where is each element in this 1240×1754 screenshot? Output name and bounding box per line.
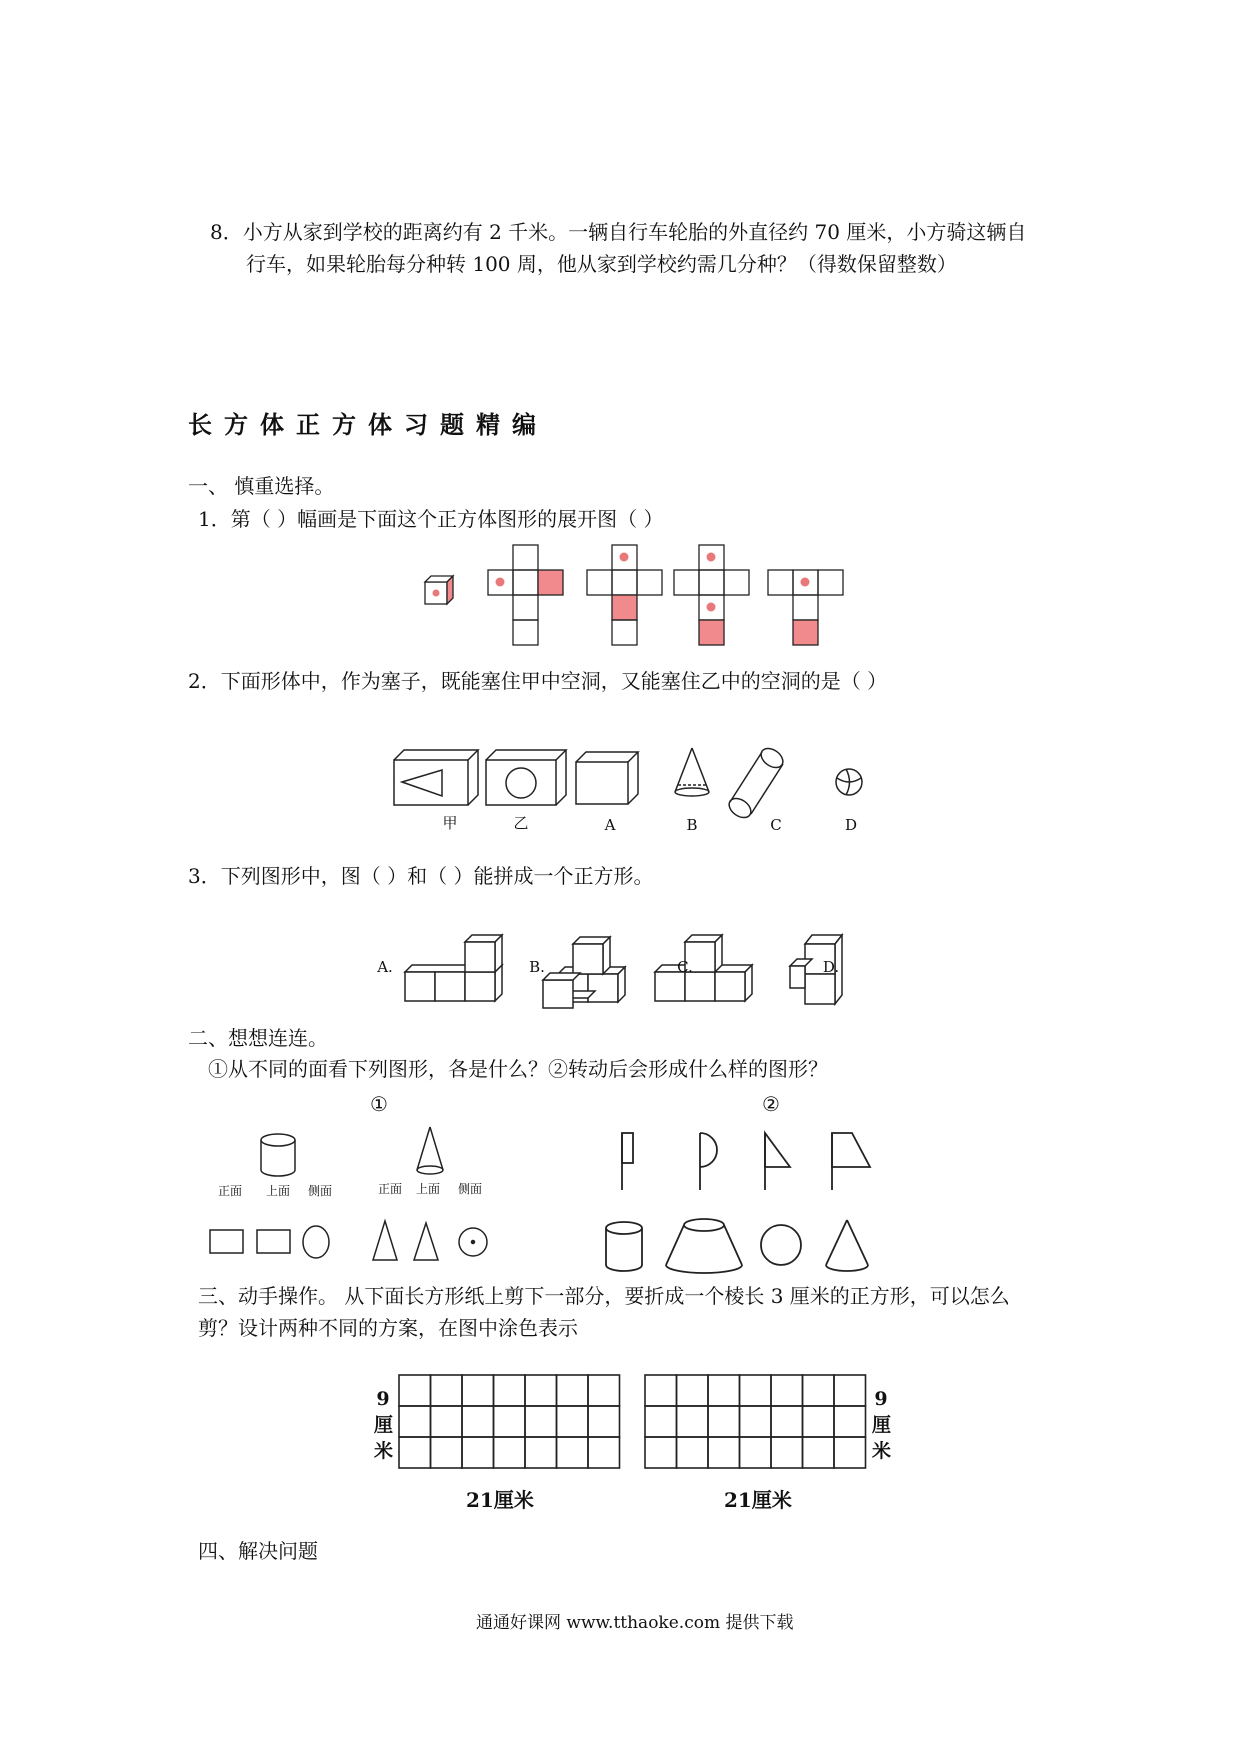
grid-left[interactable] [398,1374,622,1470]
grid-cell[interactable] [677,1406,709,1437]
rectangle-view-2 [257,1230,290,1253]
grid-cell[interactable] [431,1375,463,1406]
label-jia: 甲 [442,814,458,832]
label-a: A [604,816,616,834]
box-a [576,752,638,804]
rotation-figure-right [600,1125,890,1285]
grid-cell[interactable] [677,1375,709,1406]
grid-cell[interactable] [557,1375,589,1406]
height-label-left [374,1386,392,1464]
grid-cell[interactable] [431,1437,463,1468]
section1-heading: 一、 慎重选择。 [188,474,335,498]
problem-8-line1: 8．小方从家到学校的距离约有 2 千米。一辆自行车轮胎的外直径约 70 厘米，小方骑这辆自 [210,220,1027,244]
question-3: 3．下列图形中，图（ ）和（ ）能拼成一个正方形。 [188,864,654,888]
height-label-mi: 米 [872,1440,892,1462]
width-label-left: 21厘米 [466,1488,534,1512]
block-label-b: B. [529,958,545,976]
grid-cell[interactable] [708,1375,740,1406]
label-yi: 乙 [513,814,529,832]
grid-cell[interactable] [834,1375,866,1406]
stopper-shapes-figure [390,740,910,840]
width-label-right: 21厘米 [724,1488,792,1512]
grid-cell[interactable] [525,1406,557,1437]
grid-cell[interactable] [399,1437,431,1468]
circle-view [303,1226,329,1258]
grid-cell[interactable] [462,1406,494,1437]
grid-cell[interactable] [399,1375,431,1406]
net-2 [587,545,662,645]
height-label-9: 9 [874,1388,888,1410]
flag-triangle [765,1133,790,1190]
grid-cell[interactable] [708,1406,740,1437]
grid-cell[interactable] [494,1375,526,1406]
flag-semicircle [700,1133,717,1190]
question-1: 1．第（ ）幅画是下面这个正方体图形的展开图（ ） [198,507,664,531]
height-label-right [872,1386,890,1464]
grid-cell[interactable] [645,1375,677,1406]
cube-nets-figure [420,540,860,650]
marker-1: ① [370,1092,388,1116]
problem-8-line2: 行车，如果轮胎每分种转 100 周，他从家到学校约需几分种？（得数保留整数） [246,252,957,276]
flag-trapezoid [832,1133,870,1190]
grid-cell[interactable] [588,1437,620,1468]
question-2: 2．下面形体中，作为塞子，既能塞住甲中空洞，又能塞住乙中的空洞的是（ ） [188,669,888,693]
view-front-1: 正面 [217,1184,242,1198]
cylinder-c [726,745,787,822]
height-label-9: 9 [376,1388,390,1410]
grid-cell[interactable] [771,1375,803,1406]
flag-rectangle [622,1133,633,1190]
height-label-li: 厘 [872,1414,892,1436]
grid-cell[interactable] [677,1437,709,1468]
marker-2: ② [762,1092,780,1116]
grid-cell[interactable] [803,1375,835,1406]
grid-cell[interactable] [803,1437,835,1468]
view-side-1: 侧面 [307,1184,332,1198]
view-front-2: 正面 [377,1182,402,1196]
net-1 [488,545,563,645]
cylinder-shape [261,1134,295,1176]
triangle-view-1 [373,1221,397,1260]
grid-cell[interactable] [645,1437,677,1468]
grid-cell[interactable] [834,1406,866,1437]
grid-cell[interactable] [525,1437,557,1468]
grid-cell[interactable] [740,1375,772,1406]
section3-line1: 三、动手操作。 从下面长方形纸上剪下一部分，要折成一个棱长 3 厘米的正方形，可以怎么 [198,1284,1010,1308]
box-yi [486,750,566,805]
section3-line2: 剪？设计两种不同的方案，在图中涂色表示 [198,1316,578,1340]
grid-cell[interactable] [462,1437,494,1468]
grid-cell[interactable] [588,1375,620,1406]
height-label-mi: 米 [374,1440,394,1462]
grid-cell[interactable] [834,1437,866,1468]
block-label-d: D. [822,958,840,976]
view-top-2: 上面 [415,1182,440,1196]
grid-cell[interactable] [771,1437,803,1468]
cylinder-solid [606,1222,642,1271]
sphere-d [836,769,862,795]
block-c [655,935,752,1001]
triangle-view-2 [414,1223,438,1260]
block-b [543,937,625,1008]
section2-instruction: ①从不同的面看下列图形，各是什么？②转动后会形成什么样的图形？ [208,1057,828,1081]
grid-cell[interactable] [771,1406,803,1437]
sphere-solid [761,1225,801,1265]
footer: 通通好课网 www.tthaoke.com 提供下载 [476,1613,794,1633]
grid-cell[interactable] [740,1437,772,1468]
label-d: D [844,816,858,834]
views-figure-left [200,1125,500,1275]
block-label-c: C. [677,958,693,976]
section2-heading: 二、想想连连。 [188,1026,328,1050]
grid-right[interactable] [644,1374,868,1470]
box-jia [394,750,478,805]
cone-solid [826,1220,868,1271]
block-a [405,935,502,1001]
view-top-1: 上面 [265,1184,290,1198]
frustum-solid [666,1219,742,1273]
grid-cell[interactable] [588,1406,620,1437]
net-3 [674,545,749,645]
small-cube [425,576,453,604]
grid-cell[interactable] [494,1406,526,1437]
cone-shape [417,1127,443,1174]
page-title: 长方体正方体习题精编 [188,410,548,439]
grid-cell[interactable] [494,1437,526,1468]
section4-heading: 四、解决问题 [198,1539,318,1563]
grid-cell[interactable] [708,1437,740,1468]
grid-cell[interactable] [803,1406,835,1437]
grid-cell[interactable] [645,1406,677,1437]
grid-cell[interactable] [740,1406,772,1437]
grid-cell[interactable] [557,1437,589,1468]
grid-cell[interactable] [525,1375,557,1406]
label-b: B [686,816,698,834]
cube-blocks-figure [380,930,940,1020]
net-4 [768,570,843,645]
grid-cell[interactable] [557,1406,589,1437]
view-side-2: 侧面 [457,1182,482,1196]
rectangle-view-1 [210,1230,243,1253]
cone-b [675,748,709,796]
grid-cell[interactable] [399,1406,431,1437]
label-c: C [770,816,782,834]
grid-cell[interactable] [431,1406,463,1437]
grid-cell[interactable] [462,1375,494,1406]
height-label-li: 厘 [374,1414,394,1436]
block-label-a: A. [377,958,393,976]
